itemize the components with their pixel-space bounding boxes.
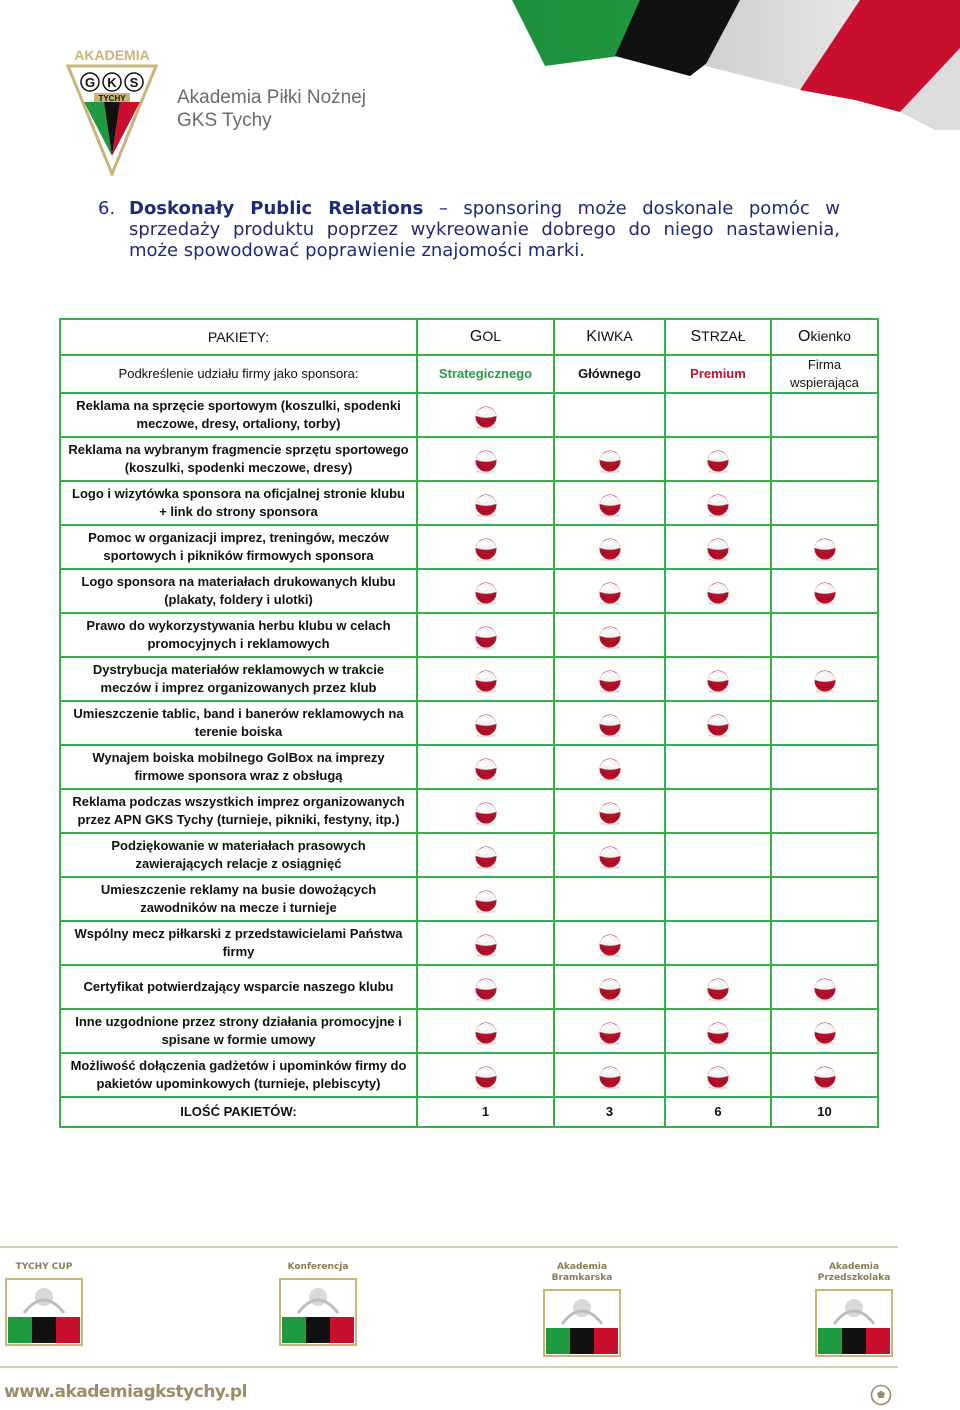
soccer-ball-icon — [870, 1384, 892, 1406]
feature-row — [60, 745, 878, 789]
feature-cell — [771, 657, 878, 701]
org-name-line1: Akademia Piłki Nożnej — [177, 87, 367, 108]
package-count-okienko: 10 — [771, 1097, 878, 1127]
package-count-strzal: 6 — [665, 1097, 771, 1127]
package-name-okienko — [771, 319, 878, 355]
feature-cell — [417, 393, 554, 437]
sponsor-level-row — [60, 355, 878, 393]
badge-label: Akademia Bramkarska — [551, 1262, 613, 1283]
feature-cell — [554, 1053, 665, 1097]
footer-divider-bottom — [0, 1366, 898, 1368]
packages-table — [59, 318, 879, 1128]
check-ball-icon — [811, 582, 839, 606]
check-ball-icon — [596, 934, 624, 958]
logo-top-text: AKADEMIA — [74, 47, 150, 63]
badge-label: TYCHY CUP — [15, 1262, 73, 1272]
check-ball-icon — [472, 626, 500, 650]
org-name — [177, 86, 366, 132]
package-name-label: KIWKA — [586, 328, 633, 345]
feature-label: Reklama podczas wszystkich imprez organizowanych przez APN GKS Tychy (turnieje, pikniki, festyny, itp.) — [60, 789, 417, 833]
feature-cell — [771, 481, 878, 525]
club-logo — [64, 44, 160, 176]
package-name-gol — [417, 319, 554, 355]
feature-cell — [771, 1053, 878, 1097]
feature-row — [60, 921, 878, 965]
sponsor-level-label: Podkreślenie udziału firmy jako sponsora: — [60, 355, 417, 393]
feature-cell — [417, 437, 554, 481]
logo-letter-g: G — [84, 75, 96, 90]
check-ball-icon — [472, 714, 500, 738]
check-ball-icon — [596, 846, 624, 870]
children-icon — [812, 1284, 896, 1364]
check-ball-icon — [596, 1066, 624, 1090]
feature-cell — [554, 745, 665, 789]
feature-cell — [665, 437, 771, 481]
logo-letter-s: S — [129, 75, 139, 90]
sponsor-level-main: Głównego — [554, 355, 665, 393]
feature-row — [60, 965, 878, 1009]
feature-cell — [771, 437, 878, 481]
check-ball-icon — [472, 450, 500, 474]
check-ball-icon — [472, 494, 500, 518]
feature-cell — [665, 569, 771, 613]
check-ball-icon — [596, 802, 624, 826]
check-ball-icon — [472, 582, 500, 606]
feature-cell — [417, 833, 554, 877]
package-count-kiwka: 3 — [554, 1097, 665, 1127]
goalkeeper-icon — [540, 1284, 624, 1364]
intro-bold: Doskonały Public Relations — [129, 198, 424, 219]
feature-label: Dystrybucja materiałów reklamowych w trakcie meczów i imprez organizowanych przez klub — [60, 657, 417, 701]
feature-cell — [665, 657, 771, 701]
check-ball-icon — [704, 538, 732, 562]
sponsor-level-supporting: Firma wspierająca — [771, 355, 878, 393]
check-ball-icon — [472, 670, 500, 694]
intro-text — [129, 198, 840, 261]
feature-cell — [665, 833, 771, 877]
feature-cell — [771, 569, 878, 613]
feature-cell — [554, 393, 665, 437]
feature-row — [60, 613, 878, 657]
check-ball-icon — [704, 714, 732, 738]
packages-table-body — [60, 319, 878, 1097]
feature-cell — [771, 921, 878, 965]
feature-cell — [665, 789, 771, 833]
package-count-gol: 1 — [417, 1097, 554, 1127]
feature-cell — [554, 437, 665, 481]
check-ball-icon — [472, 846, 500, 870]
feature-cell — [665, 393, 771, 437]
check-ball-icon — [596, 670, 624, 694]
feature-cell — [665, 1009, 771, 1053]
badge-label: Akademia Przedszkolaka — [817, 1262, 891, 1283]
feature-cell — [554, 657, 665, 701]
check-ball-icon — [704, 582, 732, 606]
feature-cell — [771, 613, 878, 657]
feature-row — [60, 701, 878, 745]
feature-label: Prawo do wykorzystywania herbu klubu w celach promocyjnych i reklamowych — [60, 613, 417, 657]
feature-row — [60, 525, 878, 569]
check-ball-icon — [472, 802, 500, 826]
feature-row — [60, 569, 878, 613]
logo-city-text: TYCHY — [98, 94, 126, 103]
feature-cell — [554, 525, 665, 569]
feature-row — [60, 1009, 878, 1053]
package-name-label: Okienko — [798, 328, 851, 345]
check-ball-icon — [596, 1022, 624, 1046]
feature-label: Wynajem boiska mobilnego GolBox na imprezy firmowe sponsora wraz z obsługą — [60, 745, 417, 789]
logo-letter-k: K — [107, 75, 117, 90]
feature-cell — [417, 657, 554, 701]
check-ball-icon — [472, 538, 500, 562]
footer-badge-tychy-cup — [2, 1262, 86, 1357]
check-ball-icon — [811, 1022, 839, 1046]
intro-number: 6. — [98, 198, 116, 219]
feature-label: Logo i wizytówka sponsora na oficjalnej stronie klubu + link do strony sponsora — [60, 481, 417, 525]
check-ball-icon — [596, 538, 624, 562]
feature-cell — [417, 481, 554, 525]
check-ball-icon — [704, 1066, 732, 1090]
feature-cell — [554, 877, 665, 921]
check-ball-icon — [704, 1022, 732, 1046]
feature-cell — [771, 877, 878, 921]
check-ball-icon — [811, 978, 839, 1002]
feature-cell — [665, 525, 771, 569]
feature-cell — [665, 1053, 771, 1097]
feature-cell — [771, 393, 878, 437]
footer-badge-akademia-bramkarska — [540, 1262, 624, 1368]
soccer-player-icon — [2, 1273, 86, 1353]
package-name-kiwka — [554, 319, 665, 355]
org-name-line2: GKS Tychy — [177, 110, 272, 131]
feature-cell — [771, 833, 878, 877]
check-ball-icon — [596, 714, 624, 738]
package-header-row — [60, 319, 878, 355]
package-name-strzal — [665, 319, 771, 355]
badge-label: Konferencja — [287, 1262, 349, 1272]
feature-label: Certyfikat potwierdzający wsparcie naszego klubu — [60, 965, 417, 1009]
check-ball-icon — [472, 1066, 500, 1090]
feature-row — [60, 789, 878, 833]
feature-row — [60, 833, 878, 877]
check-ball-icon — [704, 494, 732, 518]
feature-label: Logo sponsora na materiałach drukowanych klubu (plakaty, foldery i ulotki) — [60, 569, 417, 613]
website-url[interactable]: www.akademiagkstychy.pl — [4, 1382, 247, 1402]
feature-cell — [417, 525, 554, 569]
feature-cell — [554, 921, 665, 965]
feature-label: Umieszczenie tablic, band i banerów reklamowych na terenie boiska — [60, 701, 417, 745]
package-name-label: STRZAŁ — [690, 328, 746, 345]
feature-label: Podziękowanie w materiałach prasowych zawierających relacje z osiągnięć — [60, 833, 417, 877]
feature-cell — [417, 1053, 554, 1097]
feature-label: Reklama na wybranym fragmencie sprzętu sportowego (koszulki, spodenki meczowe, dresy) — [60, 437, 417, 481]
check-ball-icon — [596, 626, 624, 650]
feature-cell — [665, 701, 771, 745]
intro-paragraph — [98, 198, 840, 261]
feature-cell — [417, 745, 554, 789]
feature-cell — [665, 745, 771, 789]
package-count-row — [60, 1097, 878, 1127]
feature-label: Reklama na sprzęcie sportowym (koszulki, spodenki meczowe, dresy, ortaliony, torby) — [60, 393, 417, 437]
packages-title: PAKIETY: — [60, 319, 417, 355]
feature-cell — [771, 965, 878, 1009]
feature-cell — [417, 789, 554, 833]
feature-label: Pomoc w organizacji imprez, treningów, meczów sportowych i pikników firmowych sponsora — [60, 525, 417, 569]
check-ball-icon — [472, 406, 500, 430]
check-ball-icon — [472, 1022, 500, 1046]
check-ball-icon — [704, 670, 732, 694]
feature-cell — [417, 1009, 554, 1053]
check-ball-icon — [472, 890, 500, 914]
check-ball-icon — [472, 978, 500, 1002]
feature-label: Inne uzgodnione przez strony działania promocyjne i spisane w formie umowy — [60, 1009, 417, 1053]
check-ball-icon — [811, 1066, 839, 1090]
feature-cell — [771, 525, 878, 569]
feature-cell — [417, 921, 554, 965]
check-ball-icon — [596, 978, 624, 1002]
feature-row — [60, 437, 878, 481]
feature-row — [60, 1053, 878, 1097]
feature-cell — [554, 965, 665, 1009]
feature-label: Umieszczenie reklamy na busie dowożących zawodników na mecze i turnieje — [60, 877, 417, 921]
sponsor-level-premium: Premium — [665, 355, 771, 393]
feature-cell — [417, 701, 554, 745]
feature-row — [60, 657, 878, 701]
footer-badge-konferencja — [276, 1262, 360, 1357]
feature-cell — [771, 745, 878, 789]
feature-row — [60, 877, 878, 921]
feature-cell — [665, 877, 771, 921]
feature-cell — [665, 481, 771, 525]
check-ball-icon — [704, 978, 732, 1002]
feature-cell — [417, 877, 554, 921]
feature-cell — [417, 569, 554, 613]
feature-row — [60, 481, 878, 525]
feature-cell — [417, 965, 554, 1009]
feature-cell — [665, 921, 771, 965]
check-ball-icon — [472, 934, 500, 958]
intro-body: – sponsoring może doskonale pomóc w sprzedaży produktu poprzez wykreowanie dobrego do niego nastawienia, może spowodować poprawienie znajomości marki. — [129, 198, 840, 261]
feature-cell — [554, 613, 665, 657]
check-ball-icon — [596, 494, 624, 518]
feature-cell — [554, 569, 665, 613]
package-name-label: GOL — [469, 328, 502, 345]
footer-badge-akademia-przedszkolaka — [812, 1262, 896, 1368]
check-ball-icon — [811, 538, 839, 562]
check-ball-icon — [596, 582, 624, 606]
feature-cell — [554, 481, 665, 525]
feature-cell — [665, 613, 771, 657]
conference-icon — [276, 1273, 360, 1353]
feature-cell — [665, 965, 771, 1009]
check-ball-icon — [596, 758, 624, 782]
feature-cell — [771, 701, 878, 745]
check-ball-icon — [472, 758, 500, 782]
package-count-label: ILOŚĆ PAKIETÓW: — [60, 1097, 417, 1127]
check-ball-icon — [811, 670, 839, 694]
feature-row — [60, 393, 878, 437]
feature-cell — [771, 789, 878, 833]
feature-cell — [554, 833, 665, 877]
feature-label: Wspólny mecz piłkarski z przedstawicielami Państwa firmy — [60, 921, 417, 965]
sponsor-level-strategic: Strategicznego — [417, 355, 554, 393]
feature-cell — [554, 789, 665, 833]
feature-cell — [771, 1009, 878, 1053]
check-ball-icon — [596, 450, 624, 474]
feature-cell — [554, 701, 665, 745]
feature-cell — [417, 613, 554, 657]
footer-divider-top — [0, 1246, 898, 1248]
check-ball-icon — [704, 450, 732, 474]
feature-cell — [554, 1009, 665, 1053]
feature-label: Możliwość dołączenia gadżetów i upominków firmy do pakietów upominkowych (turnieje, plebiscyty) — [60, 1053, 417, 1097]
